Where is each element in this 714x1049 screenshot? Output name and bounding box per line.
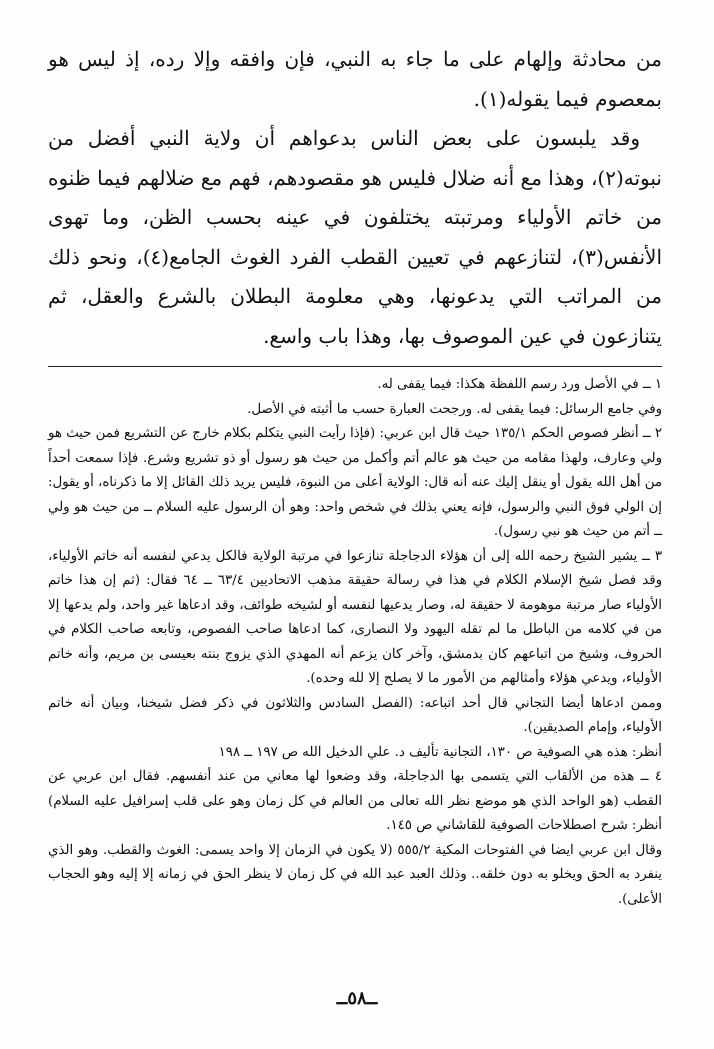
footnotes xyxy=(48,373,662,912)
footnote: أنظر: هذه هي الصوفية ص ١٣٠، التجانية تأليف د. علي الدخيل الله ص ١٩٧ ــ ١٩٨ xyxy=(218,744,662,760)
footnote: ٤ ــ هذه من الألقاب التي يتسمى بها الدجاجلة، وقد وضعوا لها معاني من عند أنفسهم. فقال ابن عربي عن القطب (هو الواحد الذي هو موضع نظر الله تعالى من العالم في كل زمان وهو على قلب إسرافيل عليه السلام) أنظر: شرح اصطلاحات الصوفية للقاشاني ص ١٤٥. xyxy=(48,769,662,833)
body-paragraph: من محادثة وإلهام على ما جاء به النبي، فإن وافقه وإلا رده، إذ ليس هو بمعصوم فيما يقوله(١). xyxy=(48,47,662,111)
footnote-divider xyxy=(48,366,662,367)
page-number: ــ٥٨ــ xyxy=(336,988,378,1009)
footnote: ١ ــ في الأصل ورد رسم اللفظة هكذا: فيما يقفى له. xyxy=(377,377,662,392)
footnote: وممن ادعاها أيضا التجاني قال أحد اتباعه: (الفصل السادس والثلاثون في ذكر فضل شيخنا، وبيان أنه خاتم الأولياء، وإمام الصديقين). xyxy=(48,695,662,735)
footnote: وفي جامع الرسائل: فيما يقفى له. ورجحت العبارة حسب ما أثبته في الأصل. xyxy=(247,401,662,417)
body-paragraph: وقد يلبسون على بعض الناس بدعواهم أن ولاية النبي أفضل من نبوته(٢)، وهذا مع أنه ضلال فليس هو مقصودهم، فهم مع ضلالهم فيما ظنوه من خاتم الأولياء ومرتبته يختلفون في عينه بحسب الظن، وما تهوى الأنفس(٣)، لتنازعهم في تعيين القطب الفرد الغوث الجامع(٤)، ونحو ذلك من المراتب التي يدعونها، وهي معلومة البطلان بالشرع والعقل، ثم يتنازعون في عين الموصوف بها، وهذا باب واسع. xyxy=(48,126,662,348)
footnote: ٢ ــ أنظر فصوص الحكم ١٣٥/١ حيث قال ابن عربي: (فإذا رأيت النبي يتكلم بكلام خارج عن التشريع فمن حيث هو ولي وعارف، ولهذا مقامه من حيث هو عالم أتم وأكمل من حيث هو رسول أو ذو تشريع وشرع. فإذا سمعت أحداً من أهل الله يقول أو ينقل إليك عنه أنه قال: الولاية أعلى من النبوة، فليس يريد ذلك القائل إلا ما ذكرناه، أو يقول: إن الولي فوق النبي والرسول، فإنه يعني بذلك في شخص واحد: وهو أن الرسول عليه السلام ــ من حيث هو ولي ــ أتم من حيث هو نبي رسول). xyxy=(48,426,662,539)
footnote: وقال ابن عربي ايضا في الفتوحات المكية ٥٥٥/٢ (لا يكون في الزمان إلا واحد يسمى: الغوث والقطب. وهو الذي ينفرد به الحق ويخلو به دون خلقه.. وذلك العبد عبد الله في كل زمان لا ينظر الحق في زمانه إلا إليه وهو الحجاب الأعلى). xyxy=(48,842,662,907)
footnote: ٣ ــ يشير الشيخ رحمه الله إلى أن هؤلاء الدجاجلة تنازعوا في مرتبة الولاية فالكل يدعي لنفسه أنه خاتم الأولياء، وقد فصل شيخ الإسلام الكلام في هذا في رسالة حقيقة مذهب الاتحاديين ٦٣/٤ ــ ٦٤ فقال: (ثم إن هذا خاتم الأولياء صار مرتبة موهومة لا حقيقة له، وصار يدعيها لنفسه أو لشيخه طوائف، وقد ادعاها غير واحد، ولم يدعها إلا من في كلامه من الباطل ما لم تقله اليهود ولا النصارى، كما ادعاها صاحب الفصوص، وتابعه صاحب الكلام في الحروف، وشيخ من اتباعهم كان بدمشق، وآخر كان يزعم أنه المهدي الذي يزوج بنته بعيسى بن مريم، وأنه خاتم الأولياء، ويدعي هؤلاء وأمثالهم من الأمور ما لا يصلح إلا لله وحده). xyxy=(48,548,662,686)
main-text xyxy=(48,40,662,356)
